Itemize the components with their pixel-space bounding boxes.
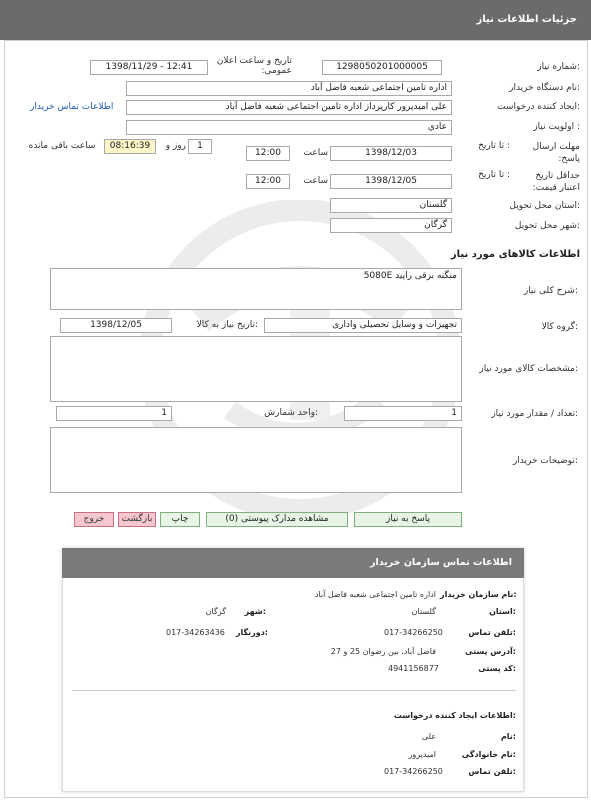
remaining-days-field: 1 — [188, 139, 212, 154]
general-desc-label: شرح کلی نیاز: — [523, 286, 578, 296]
reply-to-date-label: تا تاریخ : — [478, 141, 510, 151]
need-number-field: 1298050201000005 — [322, 60, 442, 75]
fax-label: دورنگار: — [235, 628, 268, 637]
validity-time-label: ساعت — [303, 176, 328, 186]
quantity-field: 1 — [344, 406, 462, 421]
day-and-label: روز و — [165, 141, 186, 151]
priority-field: عادي — [126, 120, 452, 135]
unit-field: 1 — [56, 406, 172, 421]
contact-card-title: اطلاعات تماس سازمان خریدار — [369, 557, 512, 568]
page-title: جزئیات اطلاعات نیاز — [476, 14, 577, 25]
city-value: گرگان — [205, 607, 226, 616]
city-label: شهر: — [244, 607, 266, 616]
goods-group-field: تجهیزات و وسایل تحصیلی واداری — [264, 318, 462, 333]
reply-date-field: 1398/12/03 — [330, 146, 452, 161]
reply-deadline-label: مهلت ارسال پاسخ: — [532, 142, 580, 164]
specs-label: مشخصات کالای مورد نیاز: — [479, 364, 578, 374]
requester-label: ایجاد کننده درخواست: — [497, 102, 580, 112]
remaining-label: ساعت باقی مانده — [28, 141, 96, 151]
need-date-field: 1398/12/05 — [60, 318, 172, 333]
validity-to-date-label: تا تاریخ : — [478, 170, 510, 180]
announce-datetime-field: 1398/11/29 - 12:41 — [90, 60, 208, 75]
view-docs-button[interactable]: مشاهده مدارک پیوستی (0) — [206, 512, 348, 527]
delivery-city-field: گرگان — [330, 218, 452, 233]
unit-label: واحد شمارش: — [264, 408, 318, 418]
announce-datetime-label: تاریخ و ساعت اعلان عمومی: — [216, 56, 292, 76]
last-name-label: نام خانوادگی: — [461, 750, 516, 759]
phone-label: تلفن تماس: — [468, 628, 516, 637]
reply-button[interactable]: پاسخ به نیاز — [354, 512, 462, 527]
creator-phone-label: تلفن تماس: — [468, 767, 516, 776]
address-value: فاضل آباد، بین رضوان 25 و 27 — [330, 647, 436, 656]
need-number-label: شماره نیاز: — [537, 62, 580, 72]
creator-phone-value: 017-34266250 — [384, 767, 443, 776]
exit-button[interactable]: خروج — [74, 512, 114, 527]
delivery-province-label: استان محل تحویل: — [509, 201, 580, 211]
buyer-notes-label: توضیحات خریدار: — [512, 456, 578, 466]
first-name-value: علی — [421, 732, 436, 741]
print-button[interactable]: چاپ — [160, 512, 200, 527]
buyer-notes-field — [50, 427, 462, 493]
card-divider — [72, 690, 516, 691]
delivery-city-label: شهر محل تحویل: — [514, 221, 580, 231]
need-date-label: تاریخ نیاز به کالا: — [196, 320, 258, 330]
org-name-label: نام سازمان خریدار: — [440, 590, 517, 599]
org-name-value: اداره تامین اجتماعی شعبه فاضل آباد — [314, 590, 436, 599]
remaining-time-field: 08:16:39 — [104, 139, 156, 154]
title-bar — [0, 0, 591, 40]
buyer-contact-link[interactable]: اطلاعات تماس خریدار — [30, 102, 114, 112]
last-name-value: امیدپرور — [408, 750, 436, 759]
delivery-province-field: گلستان — [330, 198, 452, 213]
reply-time-field: 12:00 — [246, 146, 290, 161]
province-label: استان: — [489, 607, 516, 616]
buyer-org-field: اداره تامین اجتماعی شعبه فاضل آباد — [126, 81, 452, 96]
goods-section-title: اطلاعات کالاهای مورد نیاز — [450, 249, 580, 260]
back-button[interactable]: بازگشت — [118, 512, 156, 527]
buyer-org-label: نام دستگاه خریدار: — [509, 83, 580, 93]
specs-field — [50, 336, 462, 402]
goods-group-label: گروه کالا: — [541, 322, 578, 332]
address-label: آدرس پستی: — [465, 647, 516, 656]
price-validity-label: حداقل تاریخ اعتبار قیمت: — [532, 171, 580, 193]
validity-time-field: 12:00 — [246, 174, 290, 189]
reply-time-label: ساعت — [303, 148, 328, 158]
province-value: گلستان — [411, 607, 436, 616]
requester-field: علی امیدپرور کارپرداز اداره تامین اجتماعی شعبه فاضل آباد — [126, 100, 452, 115]
creator-section-title: اطلاعات ایجاد کننده درخواست: — [393, 711, 516, 720]
priority-label: اولویت نیاز : — [533, 122, 580, 132]
first-name-label: نام: — [500, 732, 516, 741]
postal-code-label: کد پستی: — [478, 664, 516, 673]
postal-code-value: 4941156877 — [388, 664, 439, 673]
general-desc-field: منگنه برقی راپید 5080E — [50, 268, 462, 310]
phone-value: 017-34266250 — [384, 628, 443, 637]
contact-card-header — [62, 548, 524, 578]
quantity-label: تعداد / مقدار مورد نیاز: — [491, 409, 578, 419]
validity-date-field: 1398/12/05 — [330, 174, 452, 189]
fax-value: 017-34263436 — [166, 628, 225, 637]
